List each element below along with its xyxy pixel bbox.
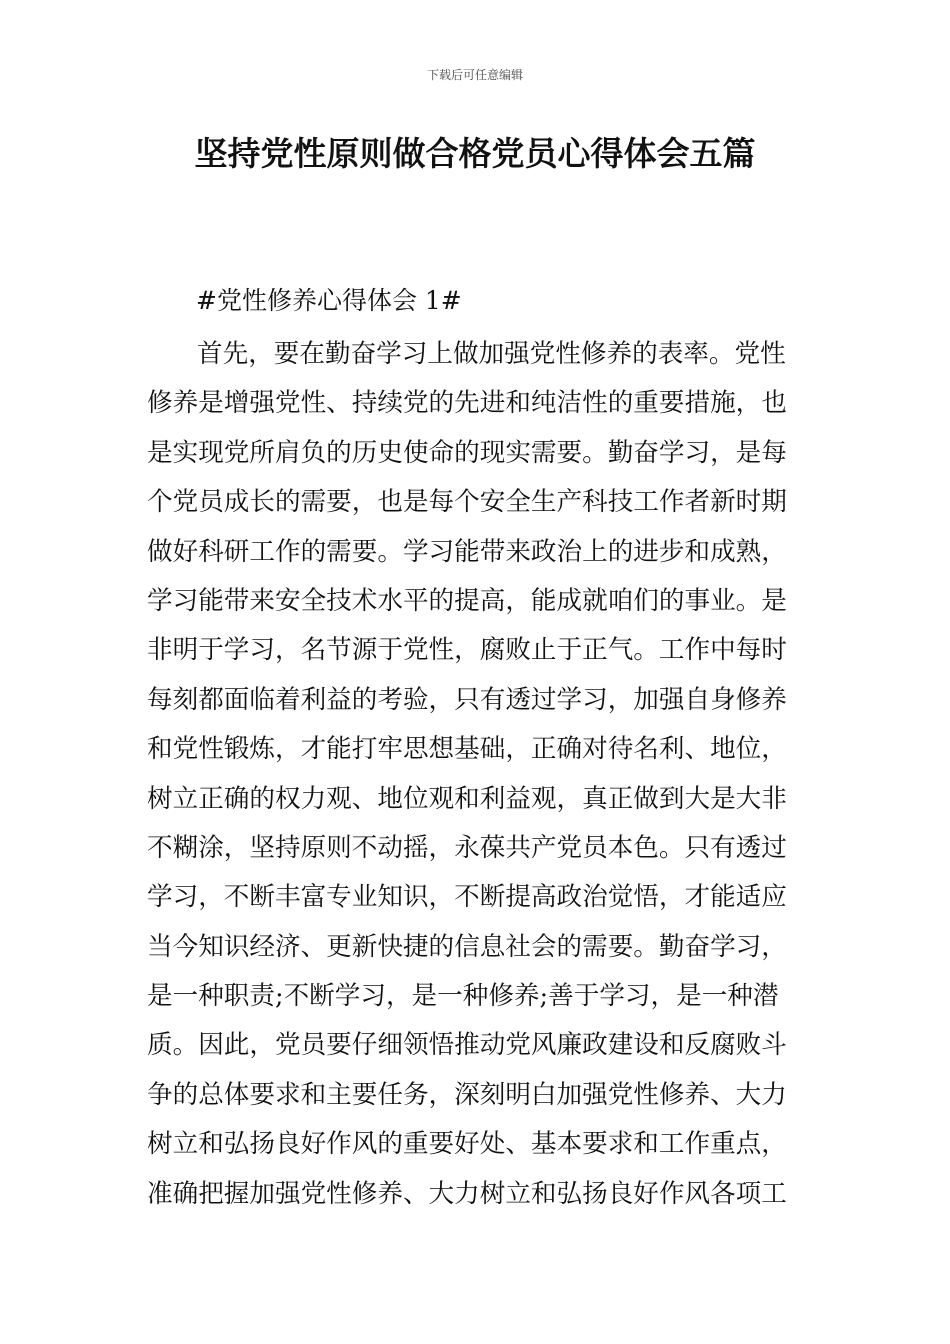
body-line: 个党员成长的需要，也是每个安全生产科技工作者新时期	[147, 487, 787, 518]
document-title: 坚持党性原则做合格党员心得体会五篇	[194, 134, 756, 173]
section-heading: #党性修养心得体会 1#	[196, 286, 462, 315]
body-line: 树立正确的权力观、地位观和利益观，真正做到大是大非	[147, 783, 787, 814]
body-line: 争的总体要求和主要任务，深刻明白加强党性修养、大力	[147, 1079, 787, 1110]
body-paragraph	[147, 330, 807, 1219]
body-line: 学习，不断丰富专业知识，不断提高政治觉悟，才能适应	[147, 882, 787, 913]
body-line: 树立和弘扬良好作风的重要好处、基本要求和工作重点，	[147, 1129, 787, 1160]
body-line: 修养是增强党性、持续党的先进和纯洁性的重要措施，也	[147, 388, 787, 419]
body-line: 当今知识经济、更新快捷的信息社会的需要。勤奋学习，	[147, 931, 787, 962]
body-line: 非明于学习，名节源于党性，腐败止于正气。工作中每时	[147, 635, 787, 666]
body-line: 准确把握加强党性修养、大力树立和弘扬良好作风各项工	[147, 1178, 787, 1209]
body-line: 不糊涂，坚持原则不动摇，永葆共产党员本色。只有透过	[147, 832, 787, 863]
body-line: 质。因此，党员要仔细领悟推动党风廉政建设和反腐败斗	[147, 1030, 787, 1061]
body-line: 做好科研工作的需要。学习能带来政治上的进步和成熟，	[147, 536, 787, 567]
body-line: 首先，要在勤奋学习上做加强党性修养的表率。党性	[197, 339, 786, 369]
header-note: 下载后可任意编辑	[426, 68, 523, 82]
body-line: 每刻都面临着利益的考验，只有透过学习，加强自身修养	[147, 684, 787, 715]
body-line: 是实现党所肩负的历史使命的现实需要。勤奋学习，是每	[147, 437, 787, 468]
body-line: 和党性锻炼，才能打牢思想基础，正确对待名利、地位，	[147, 734, 787, 765]
body-line: 是一种职责;不断学习，是一种修养;善于学习，是一种潜	[147, 981, 779, 1012]
body-line: 学习能带来安全技术水平的提高，能成就咱们的事业。是	[147, 585, 787, 616]
